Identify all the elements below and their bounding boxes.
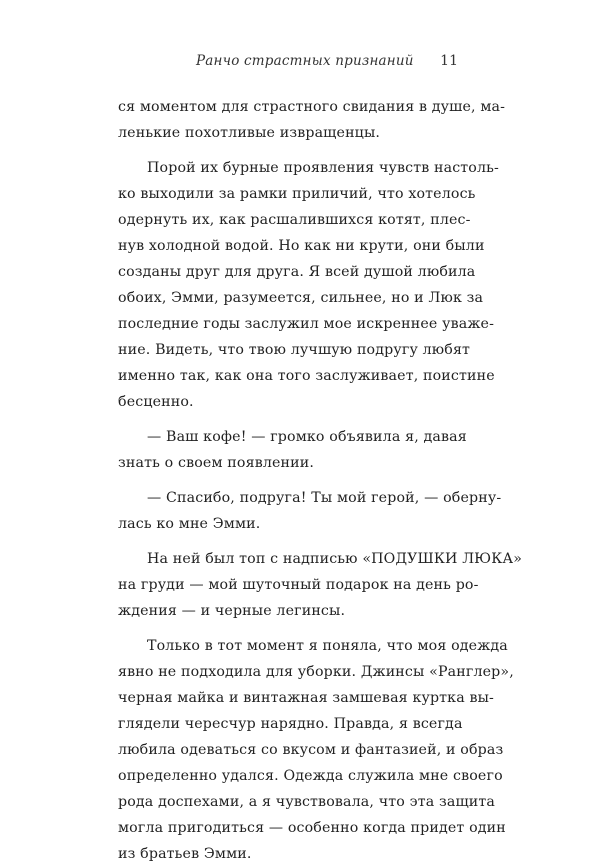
text-line: рода доспехами, а я чувствовала, что эта защита bbox=[118, 794, 496, 810]
text-line: созданы друг для друга. Я всей душой любила bbox=[118, 264, 476, 280]
text-line: на груди — мой шуточный подарок на день ро- bbox=[118, 577, 479, 593]
text-line: Только в тот момент я поняла, что моя одежда bbox=[147, 638, 508, 654]
page-number: 11 bbox=[440, 53, 458, 69]
paragraph bbox=[118, 633, 514, 867]
text-line: обоих, Эмми, разумеется, сильнее, но и Люк за bbox=[118, 290, 484, 306]
text-line: — Спасибо, подруга! Ты мой герой, — оберну- bbox=[147, 490, 502, 506]
text-line: любила одеваться со вкусом и фантазией, и образ bbox=[118, 742, 504, 758]
text-line: глядели чересчур нарядно. Правда, я всегда bbox=[118, 716, 463, 732]
text-line: ко выходили за рамки приличий, что хотелось bbox=[118, 186, 476, 202]
text-line: нув холодной водой. Но как ни крути, они были bbox=[118, 238, 485, 254]
running-header bbox=[118, 53, 458, 73]
text-line: лась ко мне Эмми. bbox=[118, 516, 261, 532]
text-line: могла пригодиться — особенно когда придет один bbox=[118, 820, 506, 836]
text-line: ленькие похотливые извращенцы. bbox=[118, 125, 381, 141]
text-line: ся моментом для страстного свидания в душе, ма- bbox=[118, 99, 506, 115]
text-line: На ней был топ с надписью «ПОДУШКИ ЛЮКА» bbox=[147, 551, 523, 567]
paragraph bbox=[118, 424, 467, 476]
text-line: из братьев Эмми. bbox=[118, 846, 252, 862]
paragraph bbox=[118, 485, 502, 537]
text-line: знать о своем появлении. bbox=[118, 455, 315, 471]
paragraph-gap bbox=[118, 476, 457, 485]
paragraph-gap bbox=[118, 537, 457, 546]
paragraph bbox=[118, 546, 523, 624]
text-line: явно не подходила для уборки. Джинсы «Ранглер», bbox=[118, 664, 514, 680]
text-line: бесценно. bbox=[118, 394, 194, 410]
text-line: последние годы заслужил мое искреннее уваже- bbox=[118, 316, 495, 332]
running-title: Ранчо страстных признаний bbox=[196, 53, 414, 69]
paragraph-gap bbox=[118, 415, 457, 424]
paragraph bbox=[118, 94, 506, 146]
text-line: — Ваш кофе! — громко объявила я, давая bbox=[147, 429, 467, 445]
paragraph-gap bbox=[118, 624, 457, 633]
paragraph bbox=[118, 155, 499, 415]
text-line: определенно удался. Одежда служила мне своего bbox=[118, 768, 503, 784]
text-line: одернуть их, как расшалившихся котят, плес- bbox=[118, 212, 471, 228]
body-text bbox=[118, 94, 523, 867]
text-line: именно так, как она того заслуживает, поистине bbox=[118, 368, 495, 384]
text-line: черная майка и винтажная замшевая куртка вы- bbox=[118, 690, 494, 706]
text-line: ние. Видеть, что твою лучшую подругу любят bbox=[118, 342, 471, 358]
text-line: Порой их бурные проявления чувств настоль- bbox=[147, 160, 499, 176]
text-line: ждения — и черные легинсы. bbox=[118, 603, 346, 619]
paragraph-gap bbox=[118, 146, 457, 155]
